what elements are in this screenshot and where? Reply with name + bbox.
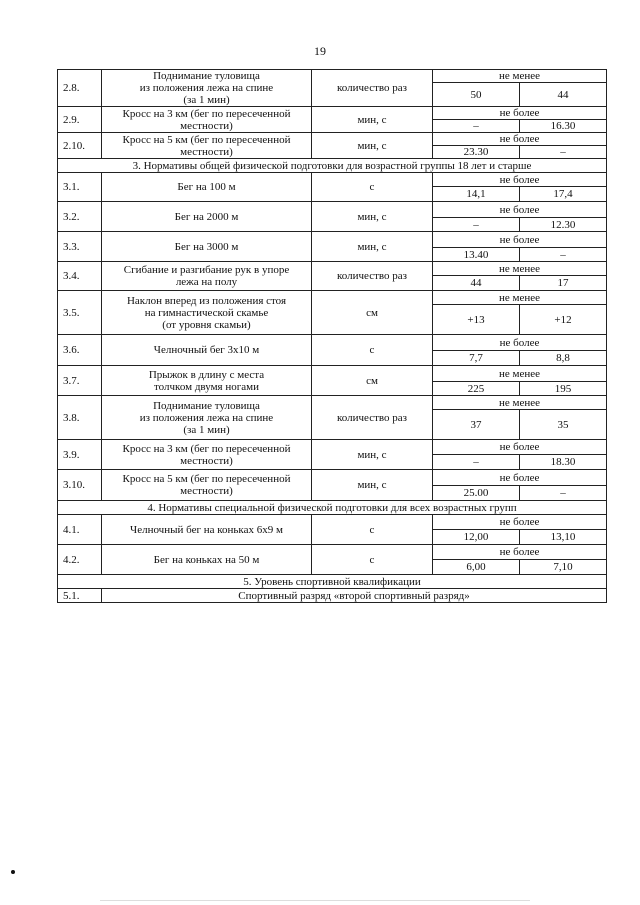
condition-cell: не менее (433, 262, 607, 276)
test-name-line: Сгибание и разгибание рук в упоре (123, 264, 290, 276)
test-name-line: Кросс на 3 км (бег по пересеченной (122, 107, 291, 120)
condition-cell: не более (433, 133, 607, 146)
condition-cell: не более (433, 107, 607, 120)
table-row (58, 107, 607, 120)
value-1: 25.00 (433, 486, 520, 501)
unit-cell: с (312, 515, 433, 545)
test-name-line: Челночный бег 3х10 м (153, 344, 260, 356)
unit-cell: см (312, 366, 433, 396)
row-number: 3.7. (58, 366, 102, 396)
value-1: – (433, 120, 520, 133)
scan-edge-line (100, 900, 530, 901)
value-2: 16.30 (520, 120, 607, 133)
test-name-line: (за 1 мин) (183, 94, 230, 106)
value-1: 44 (433, 276, 520, 291)
test-name (102, 470, 312, 501)
test-name-line: на гимнастической скамье (144, 306, 269, 319)
row-number: 4.1. (58, 515, 102, 545)
unit-cell: мин, с (312, 440, 433, 470)
condition-cell: не более (433, 335, 607, 351)
table-row (58, 262, 607, 276)
value-1: 7,7 (433, 351, 520, 366)
value-1: +13 (433, 305, 520, 335)
row-number: 3.9. (58, 440, 102, 470)
row-number: 2.8. (58, 70, 102, 107)
section-heading: 4. Нормативы специальной физической подготовки для всех возрастных групп (58, 501, 607, 515)
table-row (58, 396, 607, 410)
unit-cell: с (312, 173, 433, 202)
unit-cell: количество раз (312, 396, 433, 440)
table-row (58, 335, 607, 351)
value-2: 17,4 (520, 187, 607, 202)
test-name-line: Поднимание туловища (153, 399, 260, 412)
condition-cell: не более (433, 202, 607, 218)
unit-cell: количество раз (312, 262, 433, 291)
condition-cell: не более (433, 470, 607, 486)
section-heading: 5. Уровень спортивной квалификации (58, 575, 607, 589)
test-name-line: Кросс на 3 км (бег по пересеченной (122, 442, 291, 455)
unit-cell: мин, с (312, 133, 433, 159)
test-name-line: (за 1 мин) (183, 423, 230, 436)
value-2: – (520, 146, 607, 159)
test-name-line: Бег на 2000 м (174, 210, 239, 223)
row-number: 3.2. (58, 202, 102, 232)
test-name (102, 232, 312, 262)
test-name-line: (от уровня скамьи) (162, 318, 251, 331)
value-1: 13.40 (433, 248, 520, 262)
value-1: 12,00 (433, 530, 520, 545)
table-row (58, 291, 607, 305)
value-1: 6,00 (433, 560, 520, 575)
condition-cell: не менее (433, 366, 607, 382)
unit-cell: с (312, 545, 433, 575)
row-number: 3.3. (58, 232, 102, 262)
test-name (102, 262, 312, 291)
table-row (58, 70, 607, 83)
value-2: 13,10 (520, 530, 607, 545)
test-name-line: местности) (180, 145, 233, 158)
condition-cell: не более (433, 173, 607, 187)
condition-cell: не более (433, 545, 607, 560)
value-2: 17 (520, 276, 607, 291)
test-name-line: из положения лежа на спине (139, 411, 274, 424)
value-1: 23.30 (433, 146, 520, 159)
table-row (58, 515, 607, 530)
test-name-line: Кросс на 5 км (бег по пересеченной (122, 473, 291, 485)
value-2: – (520, 248, 607, 262)
condition-cell: не менее (433, 291, 607, 305)
row-number: 3.8. (58, 396, 102, 440)
value-2: 7,10 (520, 560, 607, 575)
value-2: 8,8 (520, 351, 607, 366)
test-name-line: Кросс на 5 км (бег по пересеченной (122, 133, 291, 146)
value-2: 35 (520, 410, 607, 440)
table-row (58, 589, 607, 603)
condition-cell: не менее (433, 396, 607, 410)
test-name-line: Бег на 100 м (177, 181, 236, 193)
table-row (58, 440, 607, 455)
row-number: 3.10. (58, 470, 102, 501)
table-row (58, 232, 607, 248)
test-name (102, 133, 312, 159)
value-1: 225 (433, 382, 520, 396)
condition-cell: не более (433, 515, 607, 530)
value-1: 50 (433, 83, 520, 107)
row-number: 5.1. (58, 589, 102, 603)
row-number: 2.10. (58, 133, 102, 159)
section-row (58, 501, 607, 515)
unit-cell: мин, с (312, 202, 433, 232)
section-row (58, 575, 607, 589)
test-name-line: местности) (180, 119, 233, 132)
table-row (58, 470, 607, 486)
unit-cell: мин, с (312, 470, 433, 501)
table-row (58, 133, 607, 146)
test-name (102, 515, 312, 545)
value-2: 12.30 (520, 218, 607, 232)
row-number: 3.6. (58, 335, 102, 366)
test-name-line: Бег на 3000 м (174, 240, 239, 253)
test-name-line: Поднимание туловища (153, 70, 260, 82)
unit-cell: с (312, 335, 433, 366)
test-name-line: Челночный бег на коньках 6х9 м (130, 523, 283, 536)
value-2: 18.30 (520, 455, 607, 470)
test-name (102, 366, 312, 396)
unit-cell: мин, с (312, 232, 433, 262)
test-name (102, 107, 312, 133)
table-row (58, 366, 607, 382)
value-1: – (433, 218, 520, 232)
row-number: 2.9. (58, 107, 102, 133)
test-name-line: Бег на коньках на 50 м (153, 553, 260, 566)
row-number: 3.1. (58, 173, 102, 202)
value-1: – (433, 455, 520, 470)
test-name (102, 70, 312, 107)
unit-cell: см (312, 291, 433, 335)
page-number: 19 (314, 44, 326, 58)
test-name-line: из положения лежа на спине (139, 82, 274, 94)
value-2: 195 (520, 382, 607, 396)
test-name (102, 396, 312, 440)
value-1: 14,1 (433, 187, 520, 202)
test-name-line: местности) (180, 454, 233, 467)
section-row (58, 159, 607, 173)
table-row (58, 202, 607, 218)
condition-cell: не более (433, 232, 607, 248)
value-2: 44 (520, 83, 607, 107)
condition-cell: не менее (433, 70, 607, 83)
scan-mark (11, 870, 15, 874)
norms-table (57, 69, 607, 603)
qualification-text: Спортивный разряд «второй спортивный разряд» (102, 589, 607, 603)
test-name-line: Прыжок в длину с места (148, 368, 265, 381)
test-name (102, 335, 312, 366)
test-name (102, 545, 312, 575)
section-heading: 3. Нормативы общей физической подготовки для возрастной группы 18 лет и старше (58, 159, 607, 173)
value-2: +12 (520, 305, 607, 335)
table-row (58, 545, 607, 560)
test-name-line: Наклон вперед из положения стоя (126, 294, 287, 307)
unit-cell: количество раз (312, 70, 433, 107)
test-name (102, 202, 312, 232)
test-name (102, 440, 312, 470)
test-name-line: местности) (180, 485, 233, 497)
test-name (102, 291, 312, 335)
test-name-line: толчком двумя ногами (154, 380, 259, 393)
test-name-line: лежа на полу (175, 276, 238, 288)
value-1: 37 (433, 410, 520, 440)
row-number: 3.5. (58, 291, 102, 335)
condition-cell: не более (433, 440, 607, 455)
row-number: 3.4. (58, 262, 102, 291)
table-row (58, 173, 607, 187)
test-name (102, 173, 312, 202)
row-number: 4.2. (58, 545, 102, 575)
unit-cell: мин, с (312, 107, 433, 133)
value-2: – (520, 486, 607, 501)
